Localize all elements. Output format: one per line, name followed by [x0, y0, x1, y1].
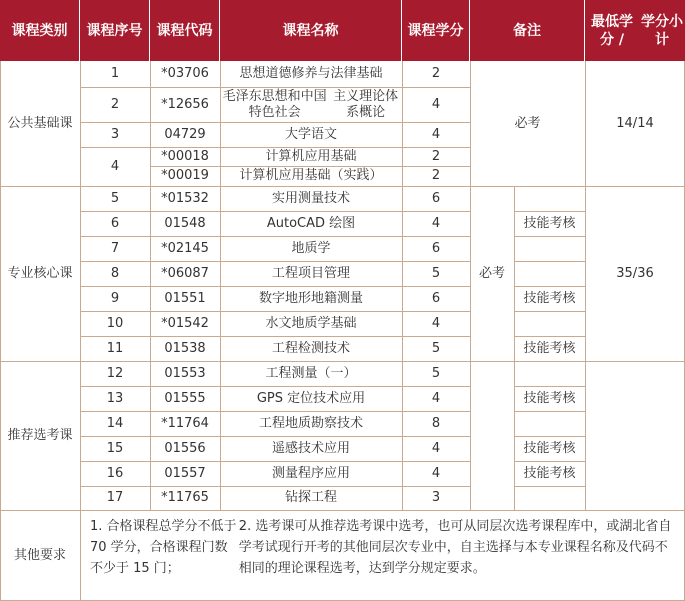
course-credit: 3 — [402, 486, 470, 510]
category-elective: 推荐选考课 — [0, 361, 80, 510]
grid-line — [514, 436, 585, 437]
subtotal-core: 35/36 — [585, 186, 685, 361]
course-credit: 4 — [402, 461, 470, 486]
grid-line — [0, 186, 685, 187]
course-name: 计算机应用基础 — [220, 147, 402, 166]
grid-line — [514, 461, 585, 462]
course-name: 遥感技术应用 — [220, 436, 402, 461]
course-name: AutoCAD 绘图 — [220, 211, 402, 236]
course-credit: 4 — [402, 122, 470, 147]
requirement-line: 1. 合格课程总学分不低于 70 学分，合格课程门数不少于 15 门； — [90, 519, 237, 576]
grid-line — [80, 336, 150, 337]
course-note — [514, 411, 585, 436]
remark-empty — [470, 361, 514, 510]
course-code: *02145 — [150, 236, 220, 261]
grid-line — [150, 122, 470, 123]
course-credit: 5 — [402, 361, 470, 386]
course-code: *03706 — [150, 61, 220, 87]
subtotal-elective — [585, 361, 685, 510]
course-code: 01551 — [150, 286, 220, 311]
grid-line — [514, 236, 585, 237]
header-seq: 课程序号 — [80, 0, 150, 61]
course-note: 技能考核 — [514, 436, 585, 461]
grid-line — [80, 122, 150, 123]
requirement-line: 2. 选考课可从推荐选考课中选考，也可从同层次选考课程库中，或湖北省自学考试现行开考的其他同层次专业中，自主选择与本专业课程名称及代码不相同的理论课程选考，达到学分规定要求。 — [238, 519, 672, 576]
grid-line — [80, 286, 150, 287]
grid-line — [585, 61, 586, 510]
course-name: 测量程序应用 — [220, 461, 402, 486]
course-credit: 6 — [402, 236, 470, 261]
course-name: 工程地质勘察技术 — [220, 411, 402, 436]
course-seq: 8 — [80, 261, 150, 286]
course-seq: 14 — [80, 411, 150, 436]
course-name: 大学语文 — [220, 122, 402, 147]
header-credit: 课程学分 — [402, 0, 470, 61]
course-seq: 11 — [80, 336, 150, 361]
course-note — [514, 311, 585, 336]
grid-line — [80, 411, 150, 412]
other-requirements-label: 其他要求 — [0, 510, 80, 601]
grid-line — [80, 386, 150, 387]
remark-required: 必考 — [470, 186, 514, 361]
grid-line — [150, 166, 470, 167]
grid-line — [150, 147, 470, 148]
course-code: *11765 — [150, 486, 220, 510]
grid-line — [514, 186, 515, 510]
course-code: *00018 — [150, 147, 220, 166]
course-credit: 4 — [402, 211, 470, 236]
grid-line — [514, 261, 585, 262]
course-credit: 5 — [402, 336, 470, 361]
course-credit: 4 — [402, 386, 470, 411]
course-credit: 4 — [402, 87, 470, 122]
course-name: 工程测量（一） — [220, 361, 402, 386]
course-code: 01553 — [150, 361, 220, 386]
course-note — [514, 486, 585, 510]
grid-line — [150, 461, 470, 462]
course-name: 钻探工程 — [220, 486, 402, 510]
course-note — [514, 361, 585, 386]
grid-line — [80, 486, 150, 487]
course-credit: 2 — [402, 166, 470, 186]
course-note: 技能考核 — [514, 211, 585, 236]
course-note — [514, 186, 585, 211]
grid-line — [0, 510, 685, 511]
grid-line — [80, 236, 150, 237]
course-note: 技能考核 — [514, 386, 585, 411]
grid-line — [514, 411, 585, 412]
course-code: *12656 — [150, 87, 220, 122]
grid-line — [402, 61, 403, 510]
course-credit: 6 — [402, 286, 470, 311]
grid-line — [0, 361, 685, 362]
course-credit: 2 — [402, 61, 470, 87]
grid-line — [150, 261, 470, 262]
course-name: 思想道德修养与法律基础 — [220, 61, 402, 87]
course-code: 01556 — [150, 436, 220, 461]
course-code: 01557 — [150, 461, 220, 486]
course-seq: 7 — [80, 236, 150, 261]
course-seq: 10 — [80, 311, 150, 336]
grid-line — [80, 261, 150, 262]
course-seq: 16 — [80, 461, 150, 486]
course-credit: 6 — [402, 186, 470, 211]
grid-line — [80, 436, 150, 437]
grid-line — [150, 386, 470, 387]
course-code: *01542 — [150, 311, 220, 336]
course-name: 地质学 — [220, 236, 402, 261]
course-note: 技能考核 — [514, 461, 585, 486]
grid-line — [150, 211, 470, 212]
course-seq: 4 — [80, 147, 150, 186]
header-code: 课程代码 — [150, 0, 220, 61]
header-subtotal: 最低学分 / 学分小计 — [585, 0, 685, 61]
grid-line — [80, 211, 150, 212]
header-category: 课程类别 — [0, 0, 80, 61]
course-name: 工程检测技术 — [220, 336, 402, 361]
grid-line — [150, 436, 470, 437]
course-seq: 5 — [80, 186, 150, 211]
course-name: 水文地质学基础 — [220, 311, 402, 336]
grid-line — [80, 87, 150, 88]
grid-line — [80, 147, 150, 148]
course-code: *00019 — [150, 166, 220, 186]
course-code: *01532 — [150, 186, 220, 211]
grid-line — [150, 311, 470, 312]
remark-required: 必考 — [470, 61, 585, 186]
course-code: 01555 — [150, 386, 220, 411]
grid-line — [150, 87, 470, 88]
header-name: 课程名称 — [220, 0, 402, 61]
grid-line — [0, 61, 1, 601]
other-requirements-text — [80, 510, 685, 601]
course-code: 01548 — [150, 211, 220, 236]
course-credit: 4 — [402, 436, 470, 461]
grid-line — [220, 61, 221, 510]
course-seq: 3 — [80, 122, 150, 147]
grid-line — [514, 386, 585, 387]
course-name: 实用测量技术 — [220, 186, 402, 211]
header-remark: 备注 — [470, 0, 585, 61]
category-core: 专业核心课 — [0, 186, 80, 361]
grid-line — [150, 236, 470, 237]
grid-line — [150, 411, 470, 412]
grid-line — [514, 486, 585, 487]
course-code: 01538 — [150, 336, 220, 361]
course-seq: 15 — [80, 436, 150, 461]
grid-line — [80, 61, 81, 601]
course-credit: 8 — [402, 411, 470, 436]
course-note — [514, 261, 585, 286]
grid-line — [150, 286, 470, 287]
grid-line — [80, 461, 150, 462]
grid-line — [150, 61, 151, 510]
grid-line — [470, 61, 471, 510]
course-name: 计算机应用基础（实践） — [220, 166, 402, 186]
course-seq: 17 — [80, 486, 150, 510]
course-credit: 2 — [402, 147, 470, 166]
course-name: 数字地形地籍测量 — [220, 286, 402, 311]
course-seq: 13 — [80, 386, 150, 411]
course-note: 技能考核 — [514, 286, 585, 311]
grid-line — [514, 336, 585, 337]
grid-line — [150, 486, 470, 487]
course-name: 毛泽东思想和中国特色社会 主义理论体系概论 — [220, 87, 402, 122]
course-seq: 9 — [80, 286, 150, 311]
grid-line — [80, 311, 150, 312]
course-code: *06087 — [150, 261, 220, 286]
course-seq: 1 — [80, 61, 150, 87]
course-name: GPS 定位技术应用 — [220, 386, 402, 411]
grid-line — [514, 311, 585, 312]
course-note — [514, 236, 585, 261]
grid-line — [514, 286, 585, 287]
subtotal-public: 14/14 — [585, 61, 685, 186]
grid-line — [150, 336, 470, 337]
course-seq: 6 — [80, 211, 150, 236]
grid-line — [514, 211, 585, 212]
course-code: *11764 — [150, 411, 220, 436]
course-note: 技能考核 — [514, 336, 585, 361]
course-code: 04729 — [150, 122, 220, 147]
category-public: 公共基础课 — [0, 61, 80, 186]
course-seq: 12 — [80, 361, 150, 386]
course-name: 工程项目管理 — [220, 261, 402, 286]
course-credit: 4 — [402, 311, 470, 336]
course-credit: 5 — [402, 261, 470, 286]
course-seq: 2 — [80, 87, 150, 122]
